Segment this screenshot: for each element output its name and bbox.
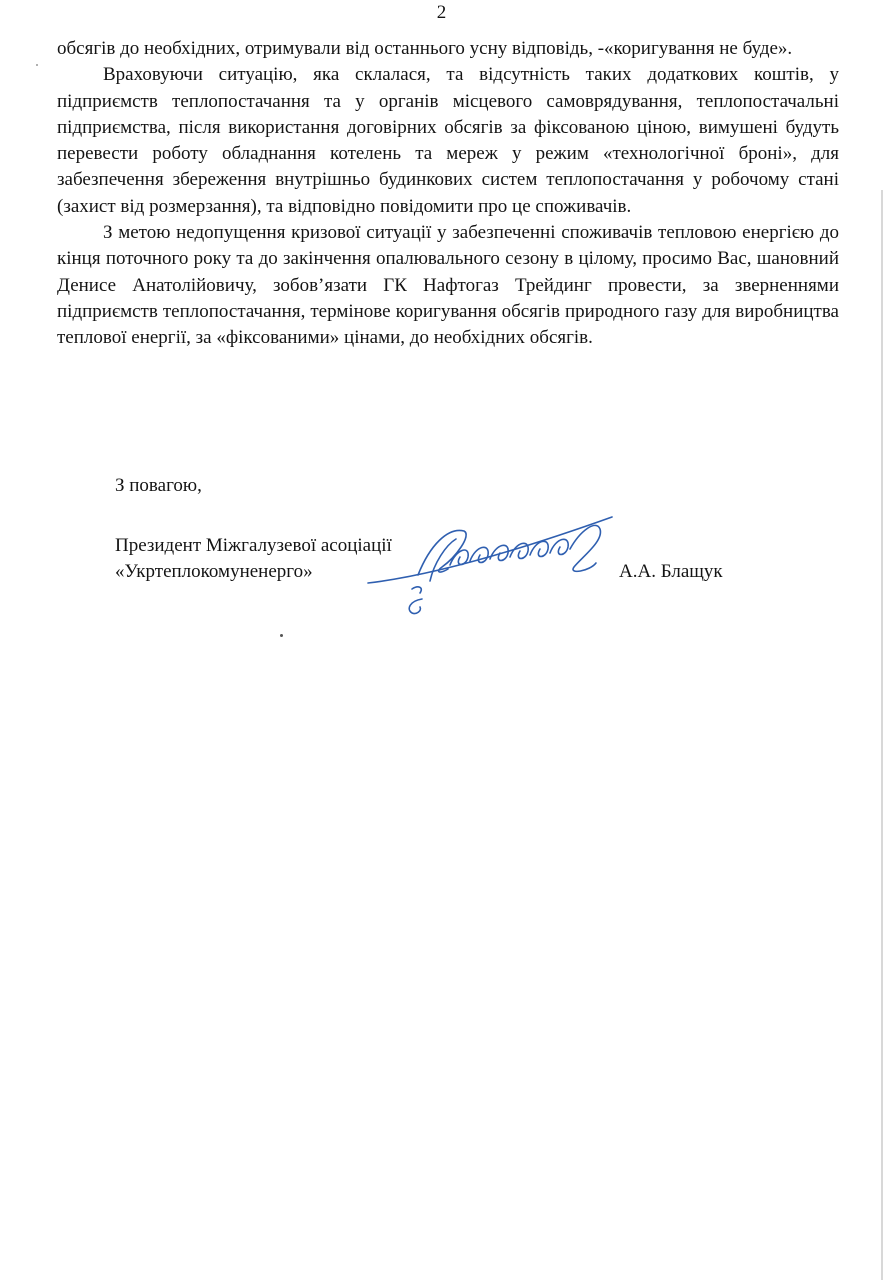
scan-speck: [280, 634, 283, 637]
paragraph-continuation: обсягів до необхідних, отримували від останнього усну відповідь, -«коригування не буде».: [57, 38, 793, 59]
signer-title: [115, 533, 392, 585]
scan-speck: [36, 64, 38, 66]
page-number: 2: [436, 2, 447, 23]
paragraph-request: З метою недопущення кризової ситуації у забезпеченні споживачів тепловою енергією до кінця поточного року та до закінчення опалювального сезону в цілому, просимо Вас, шановний Денисе Анатолійовичу, зобов’язати ГК Нафтогаз Трейдинг провести, за зверненнями підприємств теплопостачання, термінове коригування обсягів природного газу для виробництва теплової енергії, за «фіксованими» цінами, до необхідних обсягів.: [57, 222, 839, 349]
closing-salutation: З повагою,: [115, 475, 202, 496]
paragraph-situation: Враховуючи ситуацію, яка склалася, та відсутність таких додаткових коштів, у підприємств теплопостачання та у органів місцевого самоврядування, теплопостачальні підприємства, після використання договірних обсягів за фіксованою ціною, вимушені будуть перевести роботу обладнання котелень та мереж у режим «технологічної броні», для забезпечення збереження внутрішньо будинкових систем теплопостачання у робочому стані (захист від розмерзання), та відповідно повідомити про це споживачів.: [57, 64, 839, 217]
signer-title-line1: Президент Міжгалузевої асоціації: [115, 535, 392, 556]
handwritten-signature-icon: [360, 505, 620, 620]
signer-name: А.А. Блащук: [619, 561, 723, 582]
signer-title-line2: «Укртеплокомуненерго»: [115, 561, 313, 582]
letter-body: [57, 36, 839, 352]
